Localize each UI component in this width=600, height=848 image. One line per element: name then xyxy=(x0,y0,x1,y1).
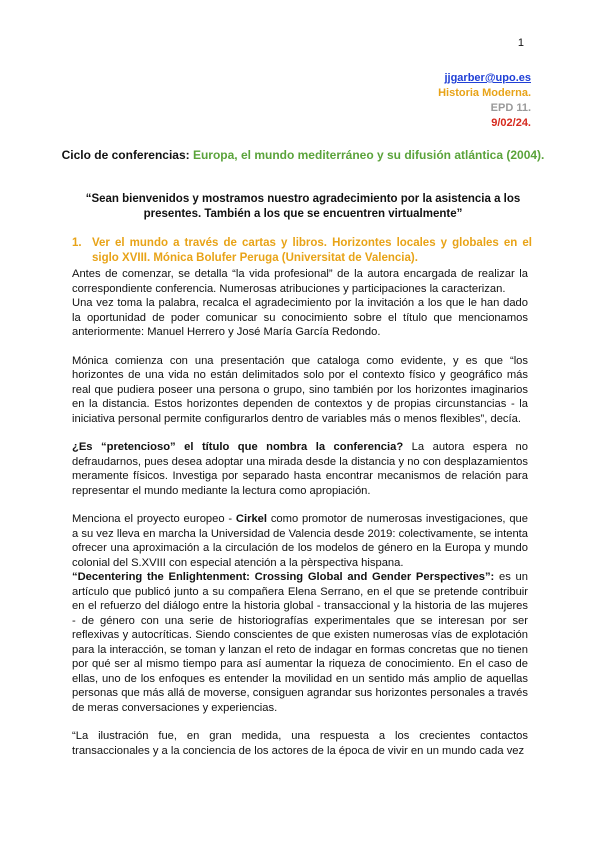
epd-number: EPD 11. xyxy=(490,102,531,114)
course-name: Historia Moderna. xyxy=(438,87,531,99)
paragraph-question xyxy=(72,440,528,498)
cycle-title: Europa, el mundo mediterráneo y su difusión atlántica (2004). xyxy=(192,148,545,162)
question-bold: ¿Es “pretencioso” el título que nombra la conferencia? xyxy=(72,441,404,453)
welcome-quote: “Sean bienvenidos y mostramos nuestro agradecimiento por la asistencia a los presentes. También a los que se encuentren virtualmente” xyxy=(85,193,521,220)
section-heading xyxy=(72,236,532,266)
conference-cycle-title xyxy=(60,147,546,163)
paragraph-quote: “La ilustración fue, en gran medida, una respuesta a los crecientes contactos transaccionales y a la conciencia de los actores de la época de vivir en un mundo cada vez xyxy=(72,730,528,757)
paragraph-horizons: Mónica comienza con una presentación que cataloga como evidente, y es que “los horizontes de una vida no están delimitados solo por el contexto físico y geográfico más real que pudiera poseer una persona o grupo, sino también por los horizontes imaginarios en la distancia. Estos horizontes dependen de contextos y de propias circunstancias - la iniciativa personal permite configurarlos dentro de variables más o menos flexibles”, decía. xyxy=(72,354,528,425)
article-text: es un artículo que publicó junto a su compañera Elena Serrano, en el que se pretende contribuir en el refuerzo del diálogo entre la historia global - transaccional y la historia de las mujeres - de género con una serie de historiografías experimentales que se interesan por ser reflexivas y autocríticas. Siendo conscientes de que existen numerosas vías de explotación para la interacción, se toman y lanzan el reto de indagar en formas concretas que no tienen por qué ser al mismo tiempo para así aumentar la riqueza de conocimiento. En el caso de ellas, uno de los enfoques es entender la movilidad en un sentido más amplio de aquellas personas que más allá de moverse, consiguen agrandar sus horizontes personales a través de meras conversaciones y experiencias. xyxy=(72,571,528,714)
paragraph-intro: Antes de comenzar, se detalla “la vida profesional” de la autora encargada de realizar la correspondiente conferencia. Numerosas atribuciones y participaciones la caracterizan. xyxy=(72,268,528,295)
header-block xyxy=(438,71,531,131)
document-body xyxy=(72,267,528,758)
section-title: Ver el mundo a través de cartas y libros. Horizontes locales y globales en el siglo XVIII. Mónica Bolufer Peruga (Universitat de Valencia). xyxy=(92,237,532,264)
section-number: 1. xyxy=(72,237,82,249)
document-date: 9/02/24. xyxy=(491,117,531,129)
author-email-link[interactable]: jjgarber@upo.es xyxy=(444,72,531,84)
paragraph-article xyxy=(72,570,528,715)
cirkel-text: como promotor de numerosas investigaciones, que a su vez lleva en marcha la Universidad de Valencia desde 2019: colectivamente, se intenta ofrecer una aproximación a la circulación de los modelos de género en la Europa y mundo colonial del S.XVIII con especial atención a la pèrspectiva hispana. xyxy=(72,513,529,569)
page-number: 1 xyxy=(517,37,524,49)
cycle-prefix: Ciclo de conferencias: xyxy=(61,148,193,162)
article-title: “Decentering the Enlightenment: Crossing Global and Gender Perspectives”: xyxy=(72,571,495,583)
question-text: La autora espera no defraudarnos, pues desea adoptar una mirada desde la distancia y no con desplazamientos meramente físicos. Investiga por separado hasta encontrar mecanismos de relación para representar el mundo mediante la lectura como apropiación. xyxy=(72,441,528,497)
cirkel-intro: Menciona el proyecto europeo - xyxy=(72,513,236,525)
paragraph-acknowledgement: Una vez toma la palabra, recalca el agradecimiento por la invitación a los que le han dado la oportunidad de poder comunicar su conocimiento sobre el título que mencionamos anteriormente: Manuel Herrero y José María García Redondo. xyxy=(72,297,528,338)
cirkel-bold: Cirkel xyxy=(235,513,268,525)
paragraph-cirkel xyxy=(72,512,528,570)
